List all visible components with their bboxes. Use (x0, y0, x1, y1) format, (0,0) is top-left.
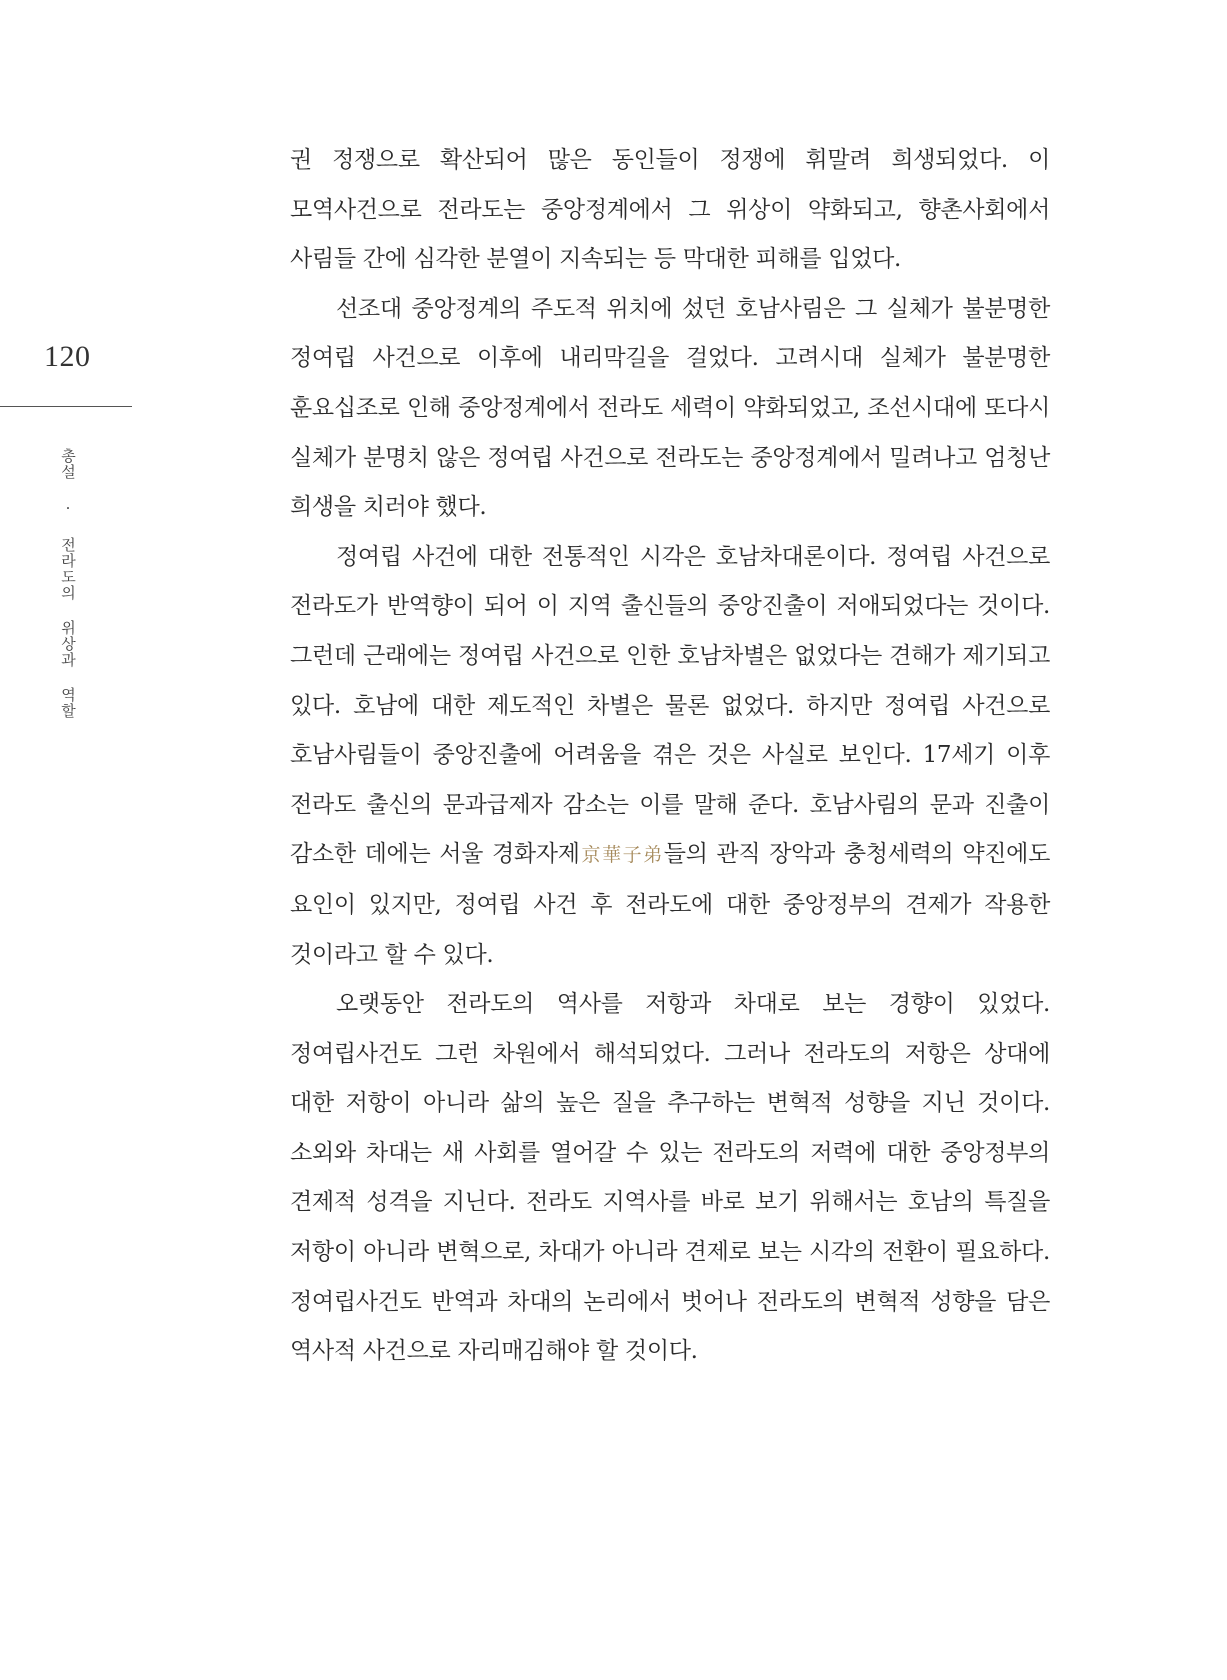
paragraph-3 (290, 533, 1050, 980)
paragraph-2: 선조대 중앙정계의 주도적 위치에 섰던 호남사림은 그 실체가 불분명한 정여립 사건으로 이후에 내리막길을 걸었다. 고려시대 실체가 불분명한 훈요십조로 인해 중앙정계에서 전라도 세력이 약화되었고, 조선시대에 또다시 실체가 분명치 않은 정여립 사건으로 전라도는 중앙정계에서 밀려나고 엄청난 희생을 치러야 했다. (290, 295, 1050, 521)
running-title: 총설 · 전라도의 위상과 역할 (59, 448, 77, 719)
page-number: 120 (44, 340, 91, 373)
paragraph-4: 오랫동안 전라도의 역사를 저항과 차대로 보는 경향이 있었다. 정여립사건도 그런 차원에서 해석되었다. 그러나 전라도의 저항은 상대에 대한 저항이 아니라 삶의 높은 질을 추구하는 변혁적 성향을 지닌 것이다. 소외와 차대는 새 사회를 열어갈 수 있는 전라도의 저력에 대한 중앙정부의 견제적 성격을 지닌다. 전라도 지역사를 바로 보기 위해서는 호남의 특질을 저항이 아니라 변혁으로, 차대가 아니라 견제로 보는 시각의 전환이 필요하다. 정여립사건도 반역과 차대의 논리에서 벗어나 전라도의 변혁적 성향을 담은 역사적 사건으로 자리매김해야 할 것이다. (290, 991, 1050, 1365)
body-text (290, 136, 1050, 1377)
paragraph-1: 권 정쟁으로 확산되어 많은 동인들이 정쟁에 휘말려 희생되었다. 이 모역사건으로 전라도는 중앙정계에서 그 위상이 약화되고, 향촌사회에서 사림들 간에 심각한 분열이 지속되는 등 막대한 피해를 입었다. (290, 147, 1050, 273)
margin-rule (0, 406, 132, 407)
hanja-annotation: 京華子弟 (579, 844, 664, 867)
paragraph-3-text-before: 정여립 사건에 대한 전통적인 시각은 호남차대론이다. 정여립 사건으로 전라도가 반역향이 되어 이 지역 출신들의 중앙진출이 저애되었다는 것이다. 그런데 근래에는 정여립 사건으로 인한 호남차별은 없었다는 견해가 제기되고 있다. 호남에 대한 제도적인 차별은 물론 없었다. 하지만 정여립 사건으로 호남사림들이 중앙진출에 어려움을 겪은 것은 사실로 보인다. 17세기 이후 전라도 출신의 문과급제자 감소는 이를 말해 준다. 호남사림의 문과 진출이 감소한 데에는 서울 경화자제 (290, 543, 1050, 868)
paragraph-3-text-after: 들의 관직 장악과 충청세력의 약진에도 요인이 있지만, 정여립 사건 후 전라도에 대한 중앙정부의 견제가 작용한 것이라고 할 수 있다. (290, 841, 1050, 968)
